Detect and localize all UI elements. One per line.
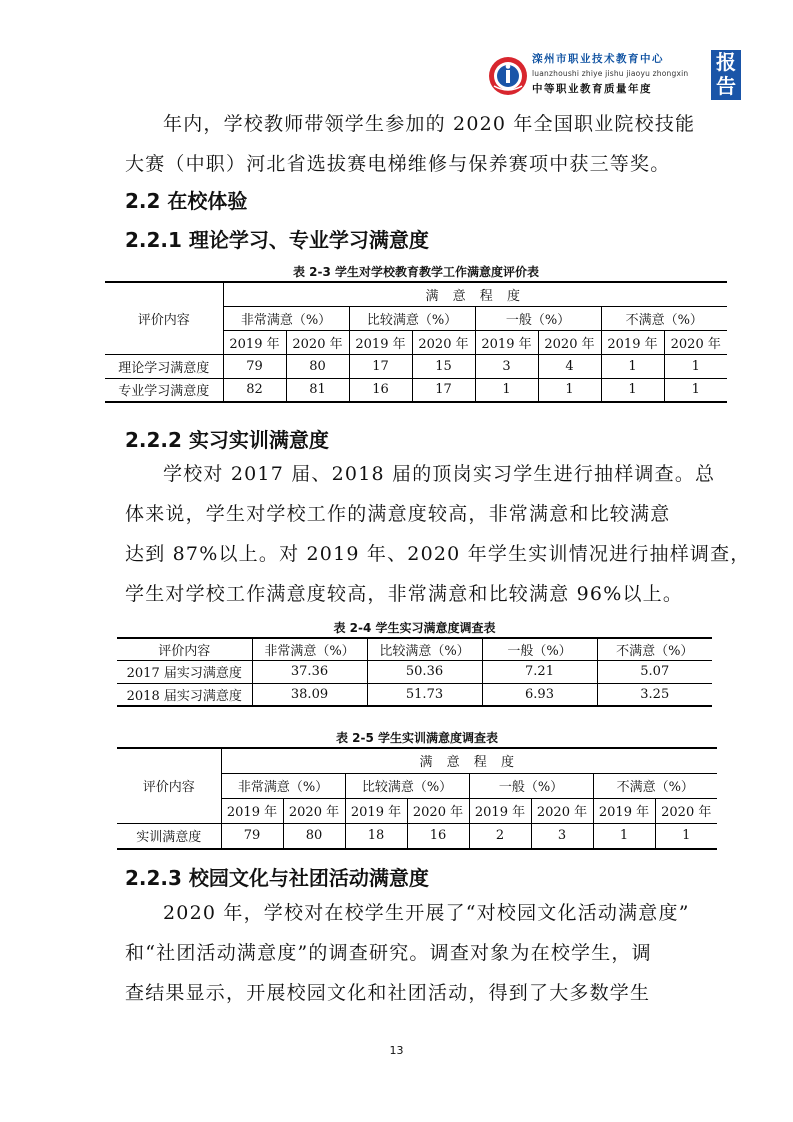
table-2-3 (105, 281, 727, 403)
heading-2-2-1: 2.2.1 理论学习、专业学习满意度 (125, 228, 429, 252)
year-header: 2019 年 (601, 330, 664, 354)
text-line: 学校对 2017 届、2018 届的顶岗实习学生进行抽样调查。总 (163, 463, 716, 485)
school-logo-icon (488, 56, 528, 96)
category-header: 一般（%） (469, 773, 593, 798)
cell: 38.09 (252, 683, 367, 706)
table-2-3-caption: 表 2-3 学生对学校教育教学工作满意度评价表 (292, 265, 540, 279)
cell: 1 (601, 354, 664, 378)
table-row (117, 660, 712, 683)
category-header: 比较满意（%） (345, 773, 469, 798)
heading-2-2: 2.2 在校体验 (125, 189, 248, 213)
text-line: 达到 87%以上。对 2019 年、2020 年学生实训情况进行抽样调查， (125, 543, 751, 565)
row-label: 实训满意度 (117, 823, 221, 849)
cell: 3.25 (597, 683, 712, 706)
row-label: 专业学习满意度 (105, 378, 223, 402)
year-header: 2019 年 (221, 798, 283, 823)
year-header: 2020 年 (531, 798, 593, 823)
category-header: 比较满意（%） (349, 306, 475, 330)
cell: 1 (475, 378, 538, 402)
cell: 16 (407, 823, 469, 849)
year-header: 2020 年 (538, 330, 601, 354)
text-line: 和“社团活动满意度”的调查研究。调查对象为在校学生，调 (125, 942, 652, 964)
cell: 1 (664, 354, 727, 378)
year-header: 2020 年 (283, 798, 345, 823)
category-header: 非常满意（%） (223, 306, 349, 330)
column-header: 一般（%） (482, 638, 597, 660)
cell: 4 (538, 354, 601, 378)
year-header: 2020 年 (655, 798, 717, 823)
cell: 1 (601, 378, 664, 402)
cell: 1 (593, 823, 655, 849)
text-line: 查结果显示，开展校园文化和社团活动，得到了大多数学生 (125, 982, 651, 1004)
report-badge (711, 50, 741, 100)
org-pinyin: luanzhoushi zhiye jishu jiaoyu zhongxin (532, 69, 689, 78)
cell: 7.21 (482, 660, 597, 683)
cell: 6.93 (482, 683, 597, 706)
year-header: 2020 年 (412, 330, 475, 354)
cell: 79 (221, 823, 283, 849)
year-header: 2019 年 (345, 798, 407, 823)
group-header: 满 意 程 度 (223, 282, 727, 306)
row-label: 2018 届实习满意度 (117, 683, 252, 706)
table-row (105, 354, 727, 378)
cell: 80 (286, 354, 349, 378)
cell: 1 (664, 378, 727, 402)
year-header: 2020 年 (664, 330, 727, 354)
category-header: 不满意（%） (601, 306, 727, 330)
badge-char-bottom: 告 (716, 74, 736, 98)
table-row (117, 683, 712, 706)
report-header (488, 47, 748, 102)
cell: 17 (412, 378, 475, 402)
text-line: 年内，学校教师带领学生参加的 2020 年全国职业院校技能 (163, 113, 696, 135)
cell: 51.73 (367, 683, 482, 706)
year-header: 2019 年 (469, 798, 531, 823)
row-label: 2017 届实习满意度 (117, 660, 252, 683)
column-header: 评价内容 (117, 638, 252, 660)
year-header: 2019 年 (223, 330, 286, 354)
text-line: 大赛（中职）河北省选拔赛电梯维修与保养赛项中获三等奖。 (125, 153, 671, 175)
cell: 81 (286, 378, 349, 402)
cell: 17 (349, 354, 412, 378)
table-2-4 (117, 637, 712, 707)
row-header: 评价内容 (117, 748, 221, 823)
table-row (105, 378, 727, 402)
badge-char-top: 报 (716, 50, 736, 74)
text-line: 体来说，学生对学校工作的满意度较高，非常满意和比较满意 (125, 503, 671, 525)
year-header: 2019 年 (593, 798, 655, 823)
cell: 1 (538, 378, 601, 402)
paragraph-campus-culture (125, 893, 715, 1013)
table-2-5 (117, 747, 717, 850)
header-text (532, 51, 710, 96)
table-2-5-caption: 表 2-5 学生实训满意度调查表 (335, 731, 499, 745)
paragraph-award (125, 104, 715, 184)
cell: 37.36 (252, 660, 367, 683)
year-header: 2019 年 (475, 330, 538, 354)
page-number: 13 (389, 1044, 404, 1057)
cell: 18 (345, 823, 407, 849)
table-row (117, 823, 717, 849)
cell: 1 (655, 823, 717, 849)
cell: 2 (469, 823, 531, 849)
category-header: 一般（%） (475, 306, 601, 330)
row-label: 理论学习满意度 (105, 354, 223, 378)
year-header: 2020 年 (407, 798, 469, 823)
group-header: 满 意 程 度 (221, 748, 717, 773)
heading-2-2-3: 2.2.3 校园文化与社团活动满意度 (125, 866, 429, 890)
column-header: 比较满意（%） (367, 638, 482, 660)
heading-2-2-2: 2.2.2 实习实训满意度 (125, 428, 329, 452)
column-header: 非常满意（%） (252, 638, 367, 660)
report-subtitle: 中等职业教育质量年度 (532, 83, 652, 95)
paragraph-internship (125, 454, 751, 614)
cell: 79 (223, 354, 286, 378)
text-line: 2020 年，学校对在校学生开展了“对校园文化活动满意度” (163, 902, 690, 924)
cell: 15 (412, 354, 475, 378)
org-name: 滦州市职业技术教育中心 (532, 53, 664, 65)
year-header: 2020 年 (286, 330, 349, 354)
category-header: 不满意（%） (593, 773, 717, 798)
cell: 5.07 (597, 660, 712, 683)
cell: 3 (531, 823, 593, 849)
year-header: 2019 年 (349, 330, 412, 354)
cell: 16 (349, 378, 412, 402)
text-line: 学生对学校工作满意度较高，非常满意和比较满意 96%以上。 (125, 583, 684, 605)
cell: 80 (283, 823, 345, 849)
category-header: 非常满意（%） (221, 773, 345, 798)
cell: 3 (475, 354, 538, 378)
column-header: 不满意（%） (597, 638, 712, 660)
cell: 50.36 (367, 660, 482, 683)
row-header: 评价内容 (105, 282, 223, 354)
cell: 82 (223, 378, 286, 402)
table-2-4-caption: 表 2-4 学生实习满意度调查表 (333, 621, 496, 635)
